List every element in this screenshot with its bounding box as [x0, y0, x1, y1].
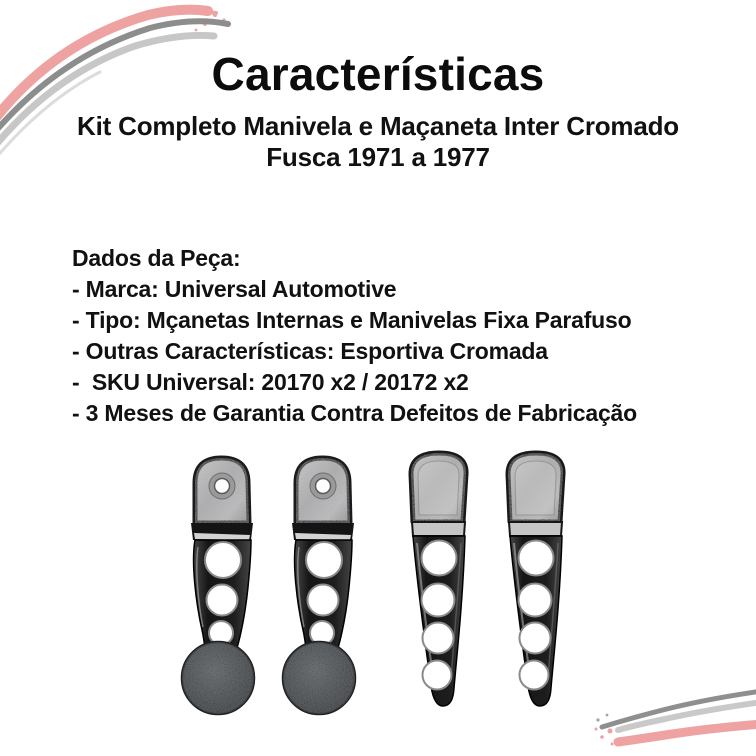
brush-stroke-bottom-right — [595, 691, 756, 746]
product-subtitle-line1: Kit Completo Manivela e Maçaneta Inter Cromado — [77, 111, 679, 141]
detail-item-warranty: - 3 Meses de Garantia Contra Defeitos de Fabricação — [72, 400, 637, 426]
window-crank-1 — [182, 458, 254, 714]
detail-item-sku: - SKU Universal: 20170 x2 / 20172 x2 — [72, 369, 469, 395]
product-details — [72, 243, 726, 429]
page-title: Características — [211, 47, 545, 100]
product-subtitle-line2: Fusca 1971 a 1977 — [266, 142, 490, 172]
details-heading: Dados da Peça: — [72, 245, 241, 271]
product-photo — [182, 453, 563, 714]
product-subtitle — [0, 111, 756, 173]
detail-item-type: - Tipo: Mçanetas Internas e Manivelas Fixa Parafuso — [72, 307, 632, 333]
door-pull-handle-1 — [411, 453, 466, 706]
detail-item-brand: - Marca: Universal Automotive — [72, 276, 397, 302]
door-pull-handle-2 — [508, 453, 563, 706]
detail-item-other: - Outras Características: Esportiva Cromada — [72, 338, 548, 364]
window-crank-2 — [283, 458, 355, 714]
